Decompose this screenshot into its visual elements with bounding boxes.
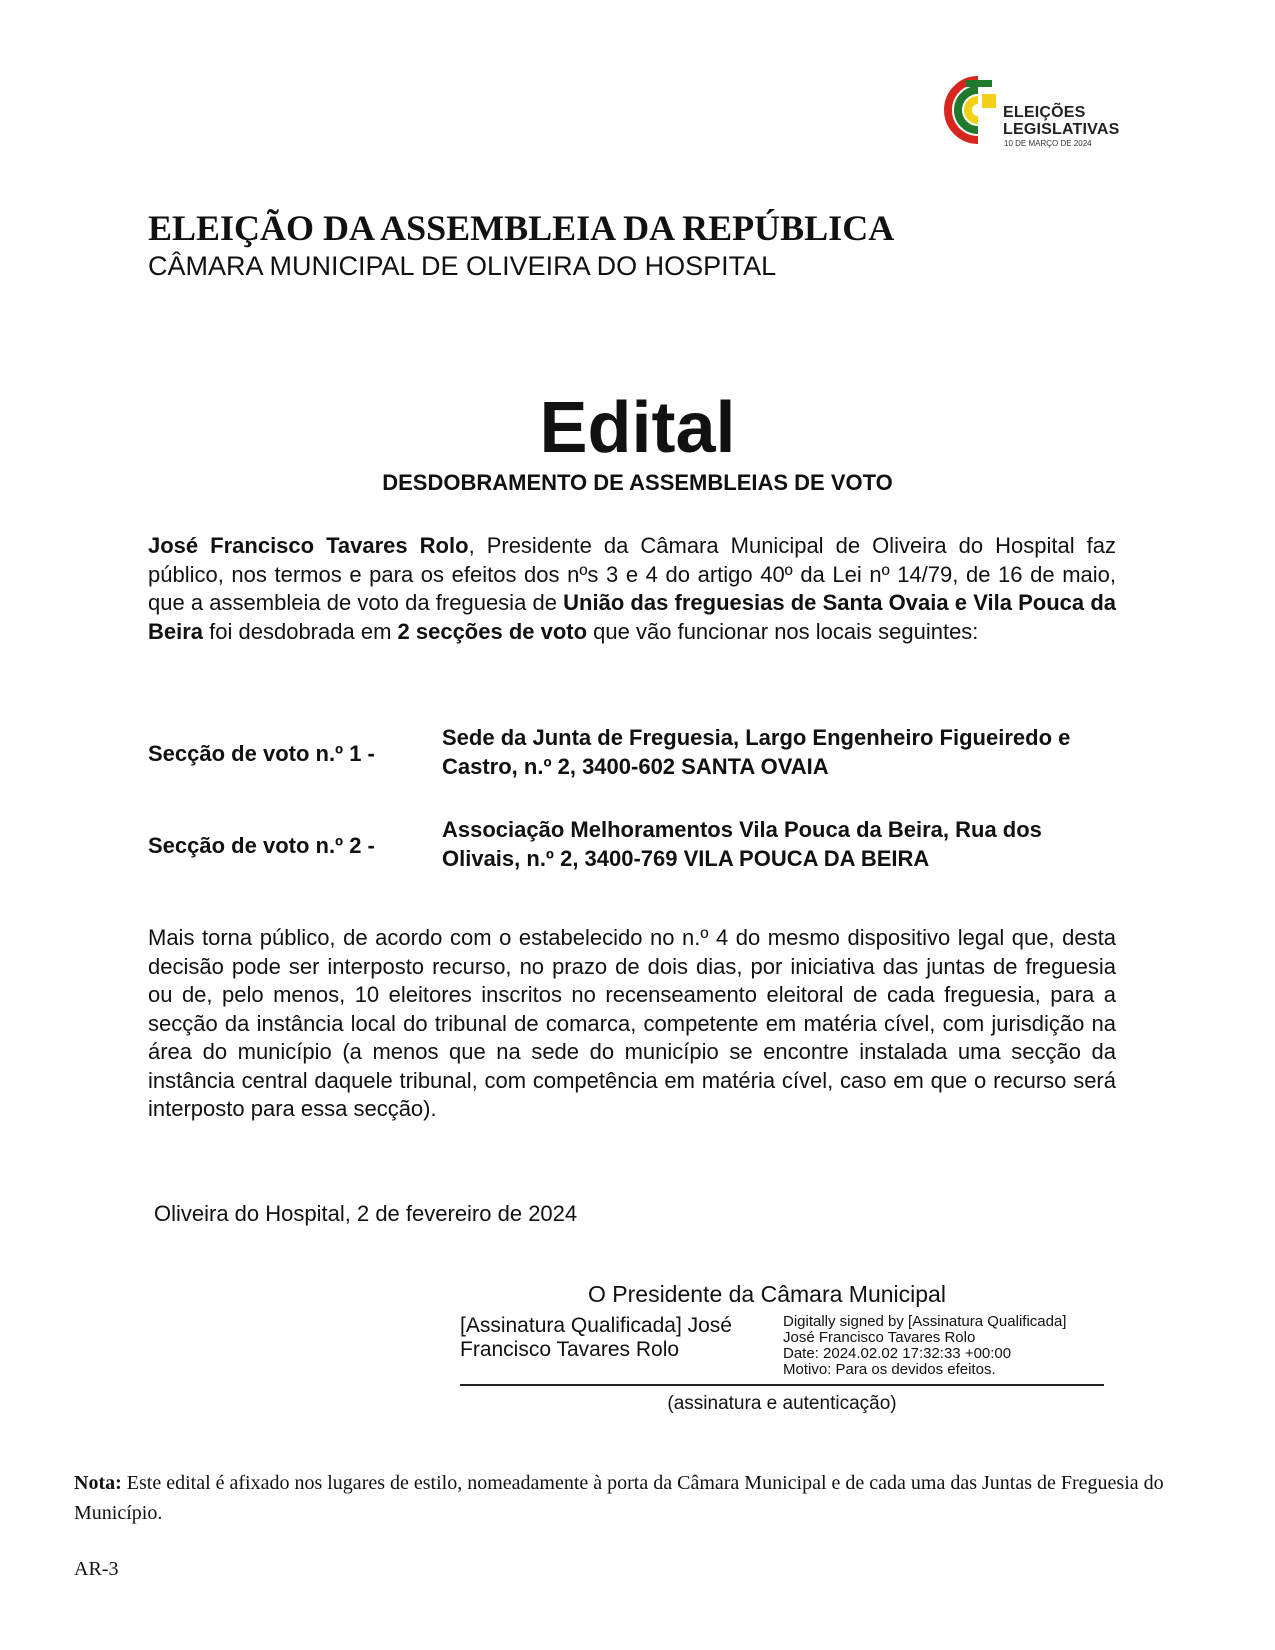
intro-text-1: , Presidente da Câmara Municipal de Oliveira do Hospital faz público, nos termos e para os efeitos dos nºs 3 e 4 do artigo 40º da Lei nº 14/79, de 16 de maio, que a assembleia de voto da freguesia de: [148, 533, 1116, 615]
document-title: ELEIÇÃO DA ASSEMBLEIA DA REPÚBLICA: [148, 208, 895, 248]
document-code: AR-3: [74, 1558, 119, 1580]
parish-name: União das freguesias de Santa Ovaia e Vila Pouca da Beira: [148, 590, 1116, 644]
footnote: [74, 1468, 1202, 1528]
section-2-label: Secção de voto n.º 2 -: [148, 833, 375, 858]
president-name: José Francisco Tavares Rolo: [148, 533, 469, 558]
intro-text-2: foi desdobrada em: [203, 618, 398, 644]
elections-logo-mark-icon: [938, 74, 1008, 144]
signature-caption: (assinatura e autenticação): [667, 1393, 897, 1414]
signature-line: [460, 1384, 1104, 1386]
logo-line-1: ELEIÇÕES: [1003, 104, 1086, 121]
logo-line-2: LEGISLATIVAS: [1003, 121, 1120, 138]
edital-heading: Edital: [539, 388, 736, 468]
footnote-text: Este edital é afixado nos lugares de estilo, nomeadamente à porta da Câmara Municipal e de cada uma das Juntas de Freguesia do Município.: [74, 1472, 1164, 1524]
sections-count: 2 secções de voto: [397, 618, 588, 644]
logo-date: 10 DE MARÇO DE 2024: [1004, 139, 1092, 148]
signature-meta-line-1: Digitally signed by [Assinatura Qualificada]: [783, 1313, 1067, 1330]
municipality-name: CÂMARA MUNICIPAL DE OLIVEIRA DO HOSPITAL: [148, 251, 777, 281]
elections-logo: [938, 74, 1128, 154]
appeal-paragraph: Mais torna público, de acordo com o estabelecido no n.º 4 do mesmo dispositivo legal que, desta decisão pode ser interposto recurso, no prazo de dois dias, por iniciativa das juntas de freguesia ou de, pelo menos, 10 eleitores inscritos no recenseamento eleitoral de cada freguesia, para a secção da instância local do tribunal de comarca, competente em matéria cível, com jurisdição na área do município (a menos que na sede do município se encontre instalada uma secção da instância central daquele tribunal, com competência em matéria cível, caso em que o recurso será interposto para essa secção).: [148, 925, 1116, 1121]
signature-meta-line-2: José Francisco Tavares Rolo: [783, 1329, 976, 1346]
section-1-address: Sede da Junta de Freguesia, Largo Engenheiro Figueiredo e Castro, n.º 2, 3400-602 SANTA OVAIA: [442, 725, 1071, 779]
signatory-name: [Assinatura Qualificada] José Francisco Tavares Rolo: [460, 1314, 732, 1361]
section-1-label: Secção de voto n.º 1 -: [148, 741, 375, 766]
place-date: Oliveira do Hospital, 2 de fevereiro de 2024: [154, 1201, 578, 1226]
intro-paragraph: [148, 532, 1116, 646]
edital-subheading: DESDOBRAMENTO DE ASSEMBLEIAS DE VOTO: [382, 470, 893, 495]
signature-meta-line-3: Date: 2024.02.02 17:32:33 +00:00: [783, 1345, 1012, 1362]
signature-meta-line-4: Motivo: Para os devidos efeitos.: [783, 1361, 996, 1378]
intro-text-3: que vão funcionar nos locais seguintes:: [587, 618, 979, 644]
signatory-role: O Presidente da Câmara Municipal: [588, 1281, 946, 1307]
section-2-address: Associação Melhoramentos Vila Pouca da Beira, Rua dos Olivais, n.º 2, 3400-769 VILA POUCA DA BEIRA: [442, 817, 1042, 871]
footnote-label: Nota:: [74, 1472, 122, 1494]
digital-signature-details: [783, 1314, 1066, 1378]
